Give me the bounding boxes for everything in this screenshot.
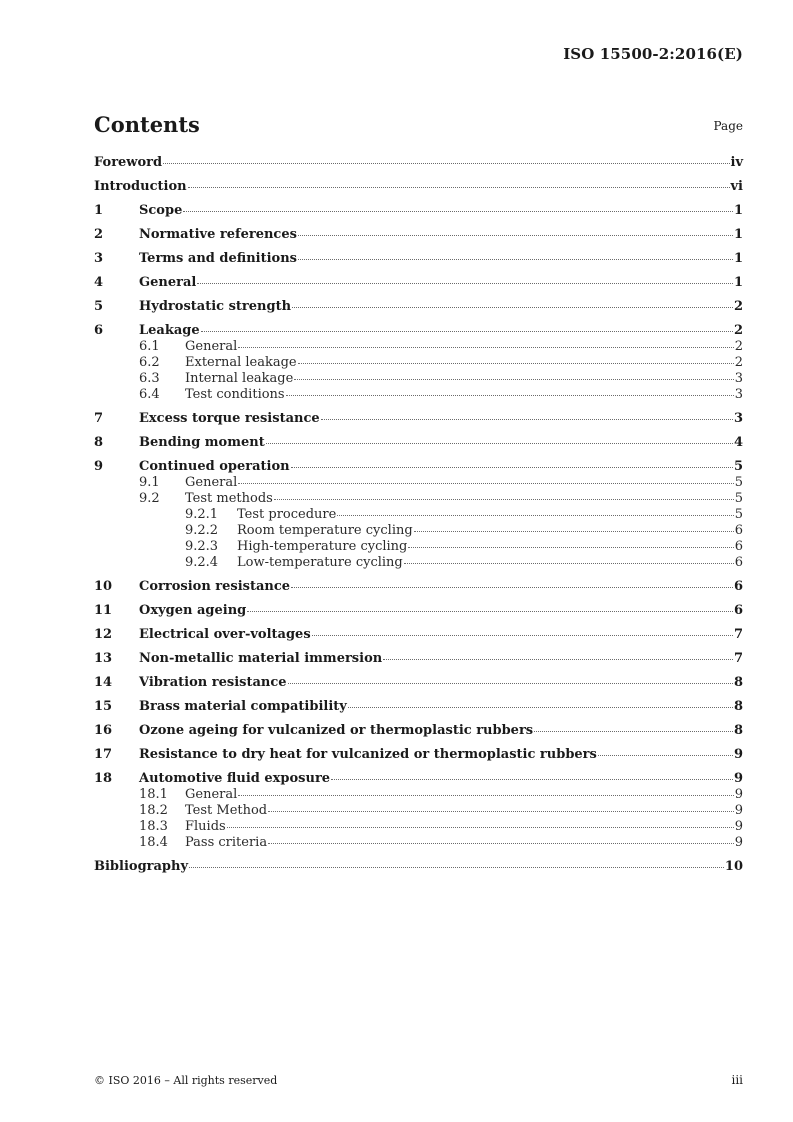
toc-entry-number: 7 <box>94 411 104 426</box>
toc-entry[interactable] <box>94 602 743 619</box>
toc-entry-number: 6.1 <box>139 339 160 354</box>
dot-leader <box>274 499 734 500</box>
dot-leader <box>291 467 733 468</box>
toc-entry[interactable] <box>94 555 743 571</box>
dot-leader <box>321 419 733 420</box>
toc-entry-page: 5 <box>733 459 743 474</box>
dot-leader <box>298 235 733 236</box>
toc-entry-number: 9.1 <box>139 475 160 490</box>
dot-leader <box>288 683 733 684</box>
toc-entry-page: 1 <box>733 203 743 218</box>
toc-entry-page: 3 <box>734 371 743 386</box>
dot-leader <box>348 707 733 708</box>
dot-leader <box>534 731 733 732</box>
toc-entry-page: 8 <box>733 699 743 714</box>
dot-leader <box>598 755 733 756</box>
toc-entry-page: 6 <box>734 523 743 538</box>
toc-entry-title: Terms and definitions <box>139 251 297 266</box>
dot-leader <box>238 347 733 348</box>
toc-entry-title: Test procedure <box>237 507 337 522</box>
dot-leader <box>163 163 729 164</box>
toc-entry[interactable] <box>94 371 743 387</box>
toc-entry-title: Non-metallic material immersion <box>139 651 383 666</box>
toc-entry[interactable] <box>94 410 743 427</box>
toc-entry-page: 10 <box>724 859 743 874</box>
toc-entry-page: 8 <box>733 723 743 738</box>
toc-entry-page: 9 <box>734 819 743 834</box>
toc-entry[interactable] <box>94 274 743 291</box>
toc-entry-title: Fluids <box>185 819 226 834</box>
toc-entry[interactable] <box>94 202 743 219</box>
dot-leader <box>197 283 733 284</box>
toc-entry-number: 15 <box>94 699 113 714</box>
toc-entry-title: Automotive fluid exposure <box>139 771 331 786</box>
toc-entry-title: Resistance to dry heat for vulcanized or thermoplastic rubbers <box>139 747 597 762</box>
toc-entry-title: Corrosion resistance <box>139 579 291 594</box>
dot-leader <box>404 563 734 564</box>
toc-entry-title: General <box>185 787 238 802</box>
toc-entry-title: Scope <box>139 203 183 218</box>
dot-leader <box>188 187 730 188</box>
footer-copyright: © ISO 2016 – All rights reserved <box>94 1074 278 1087</box>
toc-entry-title: Internal leakage <box>185 371 294 386</box>
dot-leader <box>238 483 733 484</box>
dot-leader <box>227 827 734 828</box>
toc-entry[interactable] <box>94 226 743 243</box>
dot-leader <box>266 443 733 444</box>
dot-leader <box>298 259 733 260</box>
toc-entry-number: 8 <box>94 435 104 450</box>
dot-leader <box>268 811 734 812</box>
toc-entry-number: 6.4 <box>139 387 160 402</box>
toc-entry-title: Pass criteria <box>185 835 268 850</box>
toc-entry[interactable] <box>94 578 743 595</box>
toc-entry[interactable] <box>94 298 743 315</box>
dot-leader <box>414 531 734 532</box>
toc-entry-number: 13 <box>94 651 113 666</box>
toc-entry-page: 1 <box>733 227 743 242</box>
dot-leader <box>408 547 733 548</box>
dot-leader <box>383 659 733 660</box>
toc-entry-title: Test Method <box>185 803 268 818</box>
table-of-contents <box>94 154 743 875</box>
toc-entry[interactable] <box>94 698 743 715</box>
toc-entry-number: 4 <box>94 275 104 290</box>
dot-leader <box>292 307 733 308</box>
toc-entry-page: 2 <box>733 323 743 338</box>
toc-entry-number: 9.2.3 <box>185 539 219 554</box>
toc-entry[interactable] <box>94 458 743 475</box>
toc-entry[interactable] <box>94 746 743 763</box>
toc-entry-title: Hydrostatic strength <box>139 299 292 314</box>
toc-entry-number: 3 <box>94 251 104 266</box>
dot-leader <box>238 795 733 796</box>
toc-entry-title: Bending moment <box>139 435 265 450</box>
toc-entry-title: Brass material compatibility <box>139 699 347 714</box>
toc-entry-number: 5 <box>94 299 104 314</box>
toc-entry-title: Electrical over-voltages <box>139 627 311 642</box>
toc-entry[interactable] <box>94 835 743 851</box>
toc-entry-number: 9 <box>94 459 104 474</box>
footer-page-number: iii <box>731 1073 743 1087</box>
toc-entry-page: vi <box>730 179 743 194</box>
dot-leader <box>201 331 733 332</box>
dot-leader <box>331 779 733 780</box>
toc-entry-title: Test conditions <box>185 387 285 402</box>
toc-entry-page: 1 <box>733 275 743 290</box>
toc-entry-title: Foreword <box>94 155 163 170</box>
toc-entry-number: 2 <box>94 227 104 242</box>
toc-entry-title: General <box>185 339 238 354</box>
toc-entry-title: Ozone ageing for vulcanized or thermoplastic rubbers <box>139 723 534 738</box>
toc-entry-page: 6 <box>734 555 743 570</box>
toc-entry-title: Low-temperature cycling <box>237 555 403 570</box>
toc-entry-page: 3 <box>734 387 743 402</box>
contents-title: Contents <box>94 112 200 137</box>
dot-leader <box>189 867 724 868</box>
toc-entry-number: 18 <box>94 771 113 786</box>
toc-entry-title: Continued operation <box>139 459 290 474</box>
toc-entry-number: 6.2 <box>139 355 160 370</box>
toc-entry-number: 18.4 <box>139 835 168 850</box>
toc-entry[interactable] <box>94 339 743 355</box>
toc-entry[interactable] <box>94 250 743 267</box>
toc-entry-number: 16 <box>94 723 113 738</box>
toc-entry[interactable] <box>94 722 743 739</box>
toc-entry-number: 18.3 <box>139 819 168 834</box>
dot-leader <box>291 587 733 588</box>
toc-entry-page: 4 <box>733 435 743 450</box>
dot-leader <box>183 211 733 212</box>
toc-entry[interactable] <box>94 674 743 691</box>
toc-entry[interactable] <box>94 322 743 339</box>
toc-entry[interactable] <box>94 819 743 835</box>
page-column-label: Page <box>713 119 743 133</box>
toc-entry-number: 17 <box>94 747 113 762</box>
toc-entry[interactable] <box>94 650 743 667</box>
toc-entry-title: Excess torque resistance <box>139 411 320 426</box>
toc-entry-page: 2 <box>734 355 743 370</box>
toc-entry-page: 8 <box>733 675 743 690</box>
toc-entry-number: 9.2.2 <box>185 523 219 538</box>
toc-entry-number: 9.2.4 <box>185 555 219 570</box>
toc-entry-page: 7 <box>733 651 743 666</box>
toc-entry-page: 5 <box>734 491 743 506</box>
toc-entry-title: External leakage <box>185 355 297 370</box>
toc-entry-title: Leakage <box>139 323 200 338</box>
toc-entry-number: 9.2 <box>139 491 160 506</box>
toc-entry-page: 9 <box>734 787 743 802</box>
dot-leader <box>294 379 733 380</box>
toc-entry[interactable] <box>94 434 743 451</box>
toc-entry-page: iv <box>730 155 743 170</box>
toc-entry[interactable] <box>94 355 743 371</box>
toc-entry-page: 5 <box>734 507 743 522</box>
toc-entry-title: Normative references <box>139 227 297 242</box>
toc-entry-number: 14 <box>94 675 113 690</box>
toc-entry-page: 9 <box>733 747 743 762</box>
toc-entry[interactable] <box>94 387 743 403</box>
toc-entry-page: 9 <box>734 835 743 850</box>
toc-entry-page: 2 <box>734 339 743 354</box>
toc-entry[interactable] <box>94 507 743 523</box>
toc-entry-number: 10 <box>94 579 113 594</box>
dot-leader <box>337 515 733 516</box>
toc-entry[interactable] <box>94 770 743 787</box>
toc-entry[interactable] <box>94 787 743 803</box>
dot-leader <box>286 395 734 396</box>
dot-leader <box>312 635 733 636</box>
toc-entry-number: 6 <box>94 323 104 338</box>
toc-entry-title: High-temperature cycling <box>237 539 408 554</box>
toc-entry-number: 12 <box>94 627 113 642</box>
toc-entry-page: 6 <box>733 579 743 594</box>
toc-entry-page: 5 <box>734 475 743 490</box>
toc-entry-number: 1 <box>94 203 104 218</box>
toc-entry[interactable] <box>94 154 743 171</box>
dot-leader <box>247 611 733 612</box>
toc-entry[interactable] <box>94 858 743 875</box>
toc-entry[interactable] <box>94 523 743 539</box>
toc-entry-page: 6 <box>734 539 743 554</box>
toc-entry-title: Bibliography <box>94 859 189 874</box>
document-id: ISO 15500-2:2016(E) <box>563 45 743 63</box>
toc-entry-page: 1 <box>733 251 743 266</box>
toc-entry-page: 6 <box>733 603 743 618</box>
toc-entry-page: 9 <box>734 803 743 818</box>
toc-entry[interactable] <box>94 178 743 195</box>
toc-entry-number: 11 <box>94 603 113 618</box>
toc-entry-title: General <box>139 275 197 290</box>
toc-entry[interactable] <box>94 491 743 507</box>
toc-entry-number: 18.2 <box>139 803 168 818</box>
toc-entry-page: 2 <box>733 299 743 314</box>
dot-leader <box>268 843 734 844</box>
toc-entry-title: Room temperature cycling <box>237 523 413 538</box>
toc-entry-title: General <box>185 475 238 490</box>
toc-entry-number: 18.1 <box>139 787 168 802</box>
toc-entry-page: 3 <box>733 411 743 426</box>
toc-entry-title: Test methods <box>185 491 273 506</box>
toc-entry[interactable] <box>94 803 743 819</box>
toc-entry-number: 9.2.1 <box>185 507 219 522</box>
toc-entry-number: 6.3 <box>139 371 160 386</box>
toc-entry-page: 7 <box>733 627 743 642</box>
toc-entry-page: 9 <box>733 771 743 786</box>
dot-leader <box>298 363 734 364</box>
toc-entry[interactable] <box>94 626 743 643</box>
toc-entry-title: Introduction <box>94 179 187 194</box>
toc-entry-title: Oxygen ageing <box>139 603 247 618</box>
toc-entry[interactable] <box>94 475 743 491</box>
toc-entry[interactable] <box>94 539 743 555</box>
toc-entry-title: Vibration resistance <box>139 675 287 690</box>
